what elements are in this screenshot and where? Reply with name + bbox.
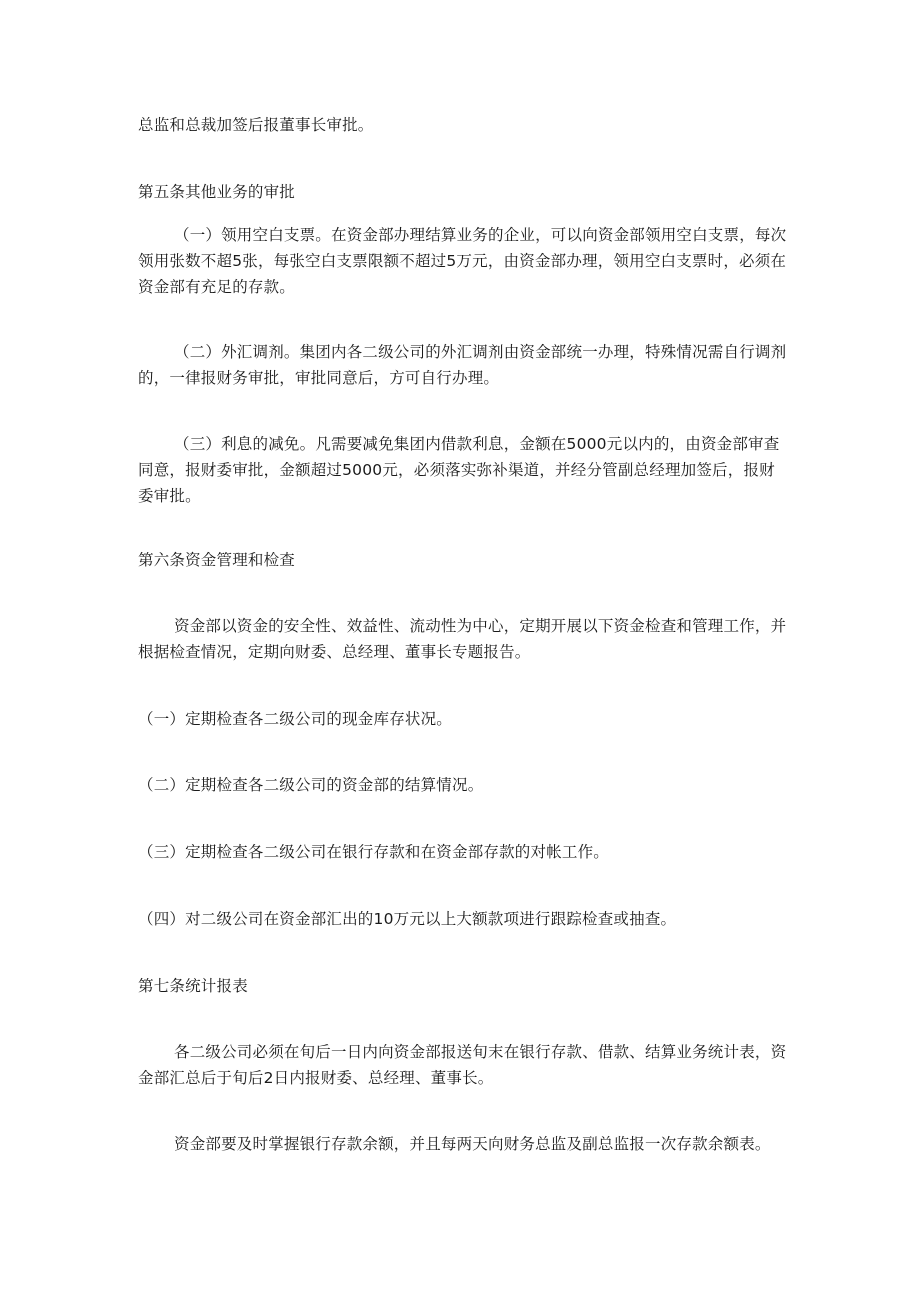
article-6-item-4: （四）对二级公司在资金部汇出的10万元以上大额款项进行跟踪检查或抽查。 (138, 910, 677, 928)
article-5-item-2: （二）外汇调剂。集团内各二级公司的外汇调剂由资金部统一办理，特殊情况需自行调剂的，一律报财务审批，审批同意后，方可自行办理。 (138, 343, 787, 387)
article-6-intro: 资金部以资金的安全性、效益性、流动性为中心，定期开展以下资金检查和管理工作，并根据检查情况，定期向财委、总经理、董事长专题报告。 (138, 617, 787, 661)
article-7-heading: 第七条统计报表 (138, 977, 248, 995)
article-5-item-1: （一）领用空白支票。在资金部办理结算业务的企业，可以向资金部领用空白支票，每次领用张数不超5张，每张空白支票限额不超过5万元，由资金部办理，领用空白支票时，必须在资金部有充足的存款。 (138, 226, 787, 296)
article-6-item-3: （三）定期检查各二级公司在银行存款和在资金部存款的对帐工作。 (138, 843, 610, 861)
article-6-item-2: （二）定期检查各二级公司的资金部的结算情况。 (138, 776, 484, 794)
article-5-item-3: （三）利息的减免。凡需要减免集团内借款利息，金额在5000元以内的，由资金部审查同意，报财委审批，金额超过5000元，必须落实弥补渠道，并经分管副总经理加签后，报财委审批。 (138, 435, 780, 505)
article-7-para-1: 各二级公司必须在旬后一日内向资金部报送旬末在银行存款、借款、结算业务统计表，资金部汇总后于旬后2日内报财委、总经理、董事长。 (138, 1043, 787, 1087)
article-7-para-2: 资金部要及时掌握银行存款余额，并且每两天向财务总监及副总监报一次存款余额表。 (174, 1135, 771, 1153)
article-6-item-1: （一）定期检查各二级公司的现金库存状况。 (138, 710, 453, 728)
paragraph-continuation: 总监和总裁加签后报董事长审批。 (138, 116, 374, 134)
article-5-heading: 第五条其他业务的审批 (138, 183, 296, 201)
article-6-heading: 第六条资金管理和检查 (138, 551, 296, 569)
